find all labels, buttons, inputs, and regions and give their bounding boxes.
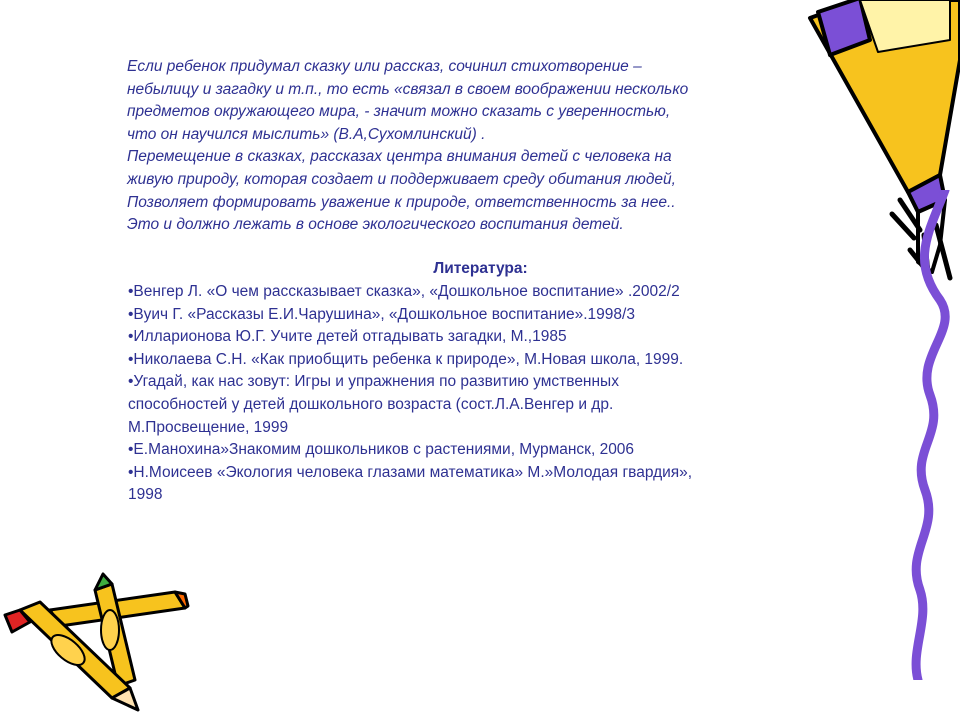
intro-paragraph	[127, 56, 832, 237]
literature-list	[128, 281, 833, 507]
intro-line: предметов окружающего мира, - значит можно сказать с уверенностью,	[127, 103, 671, 121]
intro-line: что он научился мыслить» (В.А,Сухомлинский) .	[127, 125, 486, 143]
literature-line: •Илларионова Ю.Г. Учите детей отгадывать загадки, М.,1985	[128, 328, 567, 346]
intro-line: Если ребенок придумал сказку или рассказ, сочинил стихотворение –	[127, 58, 642, 75]
intro-line: Позволяет формировать уважение к природе, ответственность за нее..	[127, 193, 676, 211]
literature-line: способностей у детей дошкольного возраста (сост.Л.А.Венгер и др.	[128, 395, 614, 413]
literature-line: •Угадай, как нас зовут: Игры и упражнения по развитию умственных	[128, 373, 619, 391]
intro-line: Перемещение в сказках, рассказах центра внимания детей с человека на	[127, 148, 672, 166]
literature-line: •Н.Моисеев «Экология человека глазами математика» М.»Молодая гвардия»,	[128, 463, 693, 481]
intro-line: небылицу и загадку и т.п., то есть «связал в своем воображении несколько	[127, 80, 689, 98]
literature-heading: Литература:	[433, 260, 528, 277]
intro-line: Это и должно лежать в основе экологического воспитания детей.	[127, 216, 624, 234]
literature-line: М.Просвещение, 1999	[128, 418, 289, 436]
literature-line: •Вуич Г. «Рассказы Е.И.Чарушина», «Дошкольное воспитание».1998/3	[128, 305, 635, 323]
crossed-pencils-icon	[0, 570, 200, 720]
literature-line: •Николаева С.Н. «Как приобщить ребенка к природе», М.Новая школа, 1999.	[128, 350, 684, 368]
literature-line: •Е.Манохина»Знакомим дошкольников с растениями, Мурманск, 2006	[128, 441, 635, 459]
purple-squiggle-icon	[890, 190, 960, 680]
intro-line: живую природу, которая создает и поддерживает среду обитания людей,	[127, 170, 676, 188]
literature-line: 1998	[128, 486, 163, 504]
literature-line: •Венгер Л. «О чем рассказывает сказка», «Дошкольное воспитание» .2002/2	[128, 283, 680, 300]
